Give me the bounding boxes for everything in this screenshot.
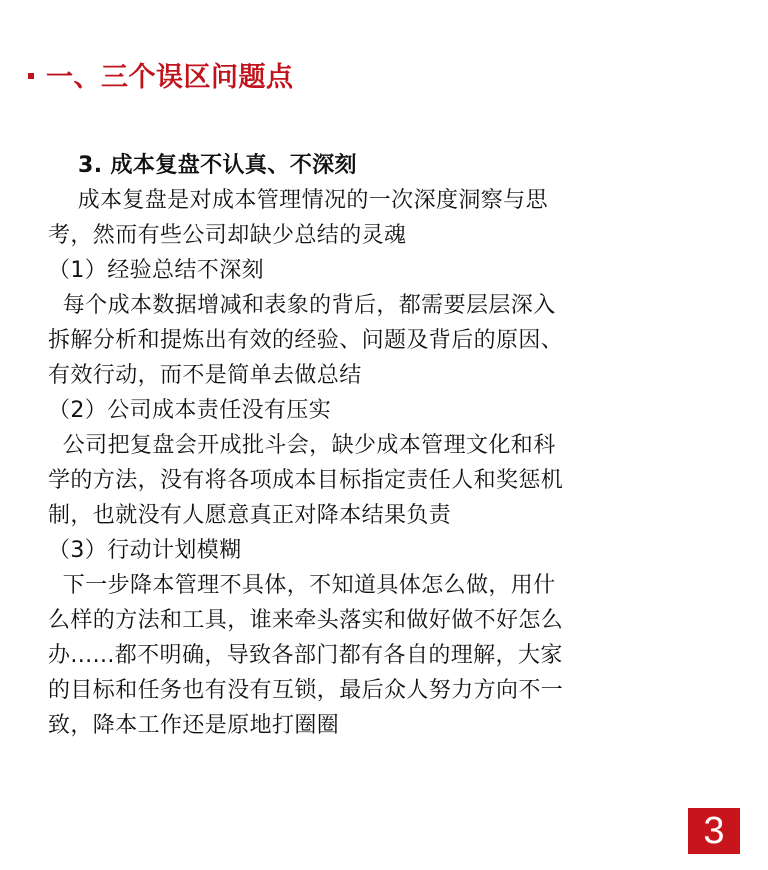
body-line: 学的方法，没有将各项成本目标指定责任人和奖惩机: [48, 468, 564, 493]
body-line: 致，降本工作还是原地打圈圈: [48, 713, 340, 738]
slide-body: [48, 148, 673, 743]
slide-heading: [28, 52, 294, 96]
point-heading-2: （2）公司成本责任没有压实: [48, 398, 332, 423]
bullet-square-icon: [28, 73, 34, 79]
body-line: 办......都不明确，导致各部门都有各自的理解，大家: [48, 643, 563, 668]
body-line: 拆解分析和提炼出有效的经验、问题及背后的原因、: [48, 328, 564, 353]
point-heading-1: （1）经验总结不深刻: [48, 258, 264, 283]
slide-title: 一、三个误区问题点: [46, 61, 294, 93]
section-subtitle: 3. 成本复盘不认真、不深刻: [78, 153, 357, 178]
body-line: 的目标和任务也有没有互锁，最后众人努力方向不一: [48, 678, 564, 703]
body-line: 有效行动，而不是简单去做总结: [48, 363, 362, 388]
body-line: 每个成本数据增减和表象的背后，都需要层层深入: [48, 293, 556, 318]
point-heading-3: （3）行动计划模糊: [48, 538, 242, 563]
body-line: 么样的方法和工具，谁来牵头落实和做好做不好怎么: [48, 608, 564, 633]
body-line: 公司把复盘会开成批斗会，缺少成本管理文化和科: [48, 433, 556, 458]
body-line: 下一步降本管理不具体，不知道具体怎么做，用什: [48, 573, 556, 598]
body-line: 考，然而有些公司却缺少总结的灵魂: [48, 223, 407, 248]
body-line: 成本复盘是对成本管理情况的一次深度洞察与思: [48, 188, 548, 213]
body-line: 制，也就没有人愿意真正对降本结果负责: [48, 503, 452, 528]
page-number-badge: 3: [688, 808, 740, 854]
